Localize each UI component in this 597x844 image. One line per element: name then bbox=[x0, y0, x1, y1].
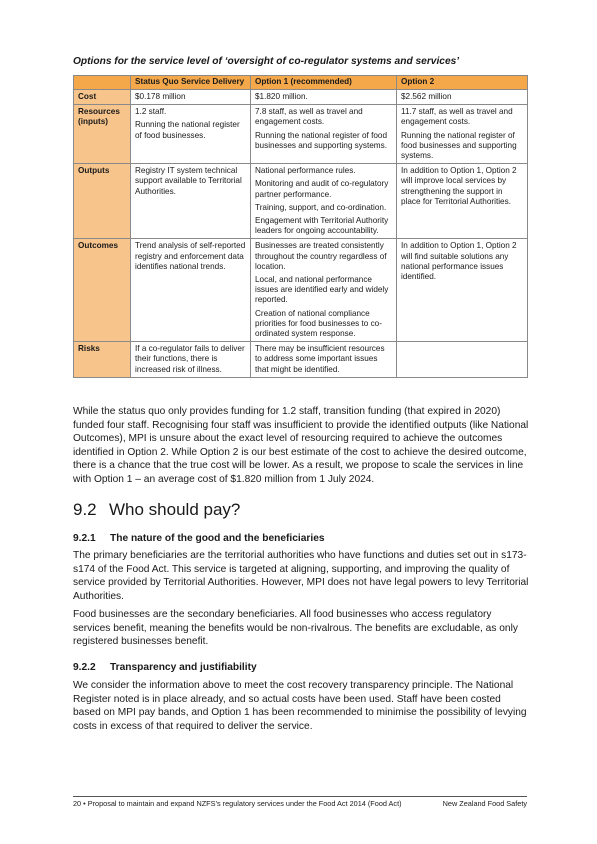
subsection-number: 9.2.1 bbox=[73, 533, 96, 544]
cell-paragraph: In addition to Option 1, Option 2 will improve local services by strengthening the support in place for Territorial Authorities. bbox=[401, 166, 517, 206]
footer-right-text: New Zealand Food Safety bbox=[442, 799, 527, 808]
subsection-title: The nature of the good and the beneficiaries bbox=[110, 533, 325, 544]
cell-option-1 bbox=[251, 342, 397, 378]
cell-status-quo bbox=[131, 342, 251, 378]
cell-status-quo bbox=[131, 239, 251, 342]
header-status-quo: Status Quo Service Delivery bbox=[131, 76, 251, 90]
cell-option-2 bbox=[397, 342, 528, 378]
cell-paragraph: Local, and national performance issues are identified early and widely reported. bbox=[255, 275, 389, 305]
section-title: Who should pay? bbox=[109, 500, 241, 519]
subsection-number: 9.2.2 bbox=[73, 662, 96, 673]
subsection-heading-beneficiaries bbox=[73, 533, 325, 544]
cell-paragraph: $0.178 million bbox=[135, 92, 186, 101]
row-label: Outputs bbox=[74, 164, 131, 239]
cell-paragraph: Running the national register of food businesses and supporting systems. bbox=[255, 130, 387, 150]
row-label: Outcomes bbox=[74, 239, 131, 342]
cell-status-quo bbox=[131, 90, 251, 105]
cell-option-2 bbox=[397, 90, 528, 105]
cell-status-quo bbox=[131, 164, 251, 239]
cell-paragraph: Running the national register of food businesses. bbox=[135, 120, 240, 140]
cell-paragraph: Registry IT system technical support available to Territorial Authorities. bbox=[135, 166, 242, 196]
header-option-1: Option 1 (recommended) bbox=[251, 76, 397, 90]
cell-paragraph: 1.2 staff. bbox=[135, 107, 167, 117]
cell-paragraph: Training, support, and co-ordination. bbox=[255, 202, 387, 212]
cell-paragraph: If a co-regulator fails to deliver their functions, there is increased risk of illness. bbox=[135, 344, 245, 374]
cell-option-1 bbox=[251, 239, 397, 342]
beneficiaries-paragraph-1: The primary beneficiaries are the territorial authorities who have functions and duties set out in s173-s174 of the Food Act. This service is targeted at aligning, supporting, and improving the quality of service provided by Territorial Authorities. However, MPI does not have legal powers to levy Territorial Authorities. bbox=[73, 550, 529, 602]
cell-paragraph: $1.820 million. bbox=[255, 92, 308, 101]
footer-left-text: 20 • Proposal to maintain and expand NZFS’s regulatory services under the Food Act 2014 (Food Act) bbox=[73, 799, 402, 808]
cell-option-1 bbox=[251, 164, 397, 239]
cell-paragraph: Creation of national compliance priorities for food businesses to co-ordinated system response. bbox=[255, 308, 382, 339]
cell-paragraph: 11.7 staff, as well as travel and engagement costs. bbox=[401, 107, 513, 127]
cell-paragraph: $2.562 million bbox=[401, 92, 452, 101]
cell-paragraph: Engagement with Territorial Authority leaders for ongoing accountability. bbox=[255, 216, 389, 236]
cell-paragraph: In addition to Option 1, Option 2 will find suitable solutions any national performance issues identified. bbox=[401, 241, 517, 282]
section-heading bbox=[73, 500, 240, 520]
cell-paragraph: Trend analysis of self-reported registry and enforcement data identifies national trends. bbox=[135, 241, 246, 271]
cell-paragraph: There may be insufficient resources to address some important issues that might be identified. bbox=[255, 344, 385, 374]
cell-option-1 bbox=[251, 90, 397, 105]
cell-paragraph: National performance rules. bbox=[255, 166, 356, 176]
table-header-row bbox=[74, 76, 528, 90]
cell-paragraph: 7.8 staff, as well as travel and engagement costs. bbox=[255, 107, 363, 127]
table-row bbox=[74, 239, 528, 342]
row-label: Cost bbox=[74, 90, 131, 105]
row-label: Resources (inputs) bbox=[74, 105, 131, 164]
transparency-paragraph: We consider the information above to meet the cost recovery transparency principle. The National Register noted is in place already, and so actual costs have been used. Staff have been costed based on MPI pay bands, and Option 1 has been recommended to minimise the possibility of levying costs in excess of that required to deliver the service. bbox=[73, 680, 527, 732]
beneficiaries-paragraph-2: Food businesses are the secondary beneficiaries. All food businesses who access regulatory services benefit, meaning the benefits would be non-rivalrous. The benefits are excludable, as only registered businesses benefit. bbox=[73, 609, 518, 648]
status-quo-paragraph: While the status quo only provides funding for 1.2 staff, transition funding (that expired in 2020) funded four staff. Recognising four staff was insufficient to provide the identified outputs (like National Outcomes), MPI is unsure about the exact level of resourcing required to achieve the outcomes identified in Option 2. While Option 2 is our best estimate of the cost to achieve the desired outcome, there is a chance that the true cost will be lower. As a result, we propose to scale the services in line with Option 1 – an average cost of $1.820 million from 1 July 2024. bbox=[73, 406, 529, 485]
cell-option-2 bbox=[397, 105, 528, 164]
header-corner bbox=[74, 76, 131, 90]
cell-paragraph: Businesses are treated consistently throughout the country regardless of location. bbox=[255, 241, 387, 271]
cell-paragraph: Running the national register of food businesses and supporting systems. bbox=[401, 130, 517, 161]
section-number: 9.2 bbox=[73, 500, 97, 519]
table-row bbox=[74, 342, 528, 378]
table-row bbox=[74, 105, 528, 164]
cell-status-quo bbox=[131, 105, 251, 164]
table-row bbox=[74, 164, 528, 239]
header-option-2: Option 2 bbox=[397, 76, 528, 90]
table-caption: Options for the service level of ‘oversight of co-regulator systems and services’ bbox=[73, 56, 460, 67]
row-label: Risks bbox=[74, 342, 131, 378]
subsection-title: Transparency and justifiability bbox=[110, 662, 257, 673]
footer-divider bbox=[73, 796, 527, 797]
table-row bbox=[74, 90, 528, 105]
cell-option-2 bbox=[397, 239, 528, 342]
cell-paragraph: Monitoring and audit of co-regulatory partner performance. bbox=[255, 179, 389, 199]
options-table bbox=[73, 75, 528, 378]
subsection-heading-transparency bbox=[73, 662, 257, 673]
cell-option-2 bbox=[397, 164, 528, 239]
cell-option-1 bbox=[251, 105, 397, 164]
